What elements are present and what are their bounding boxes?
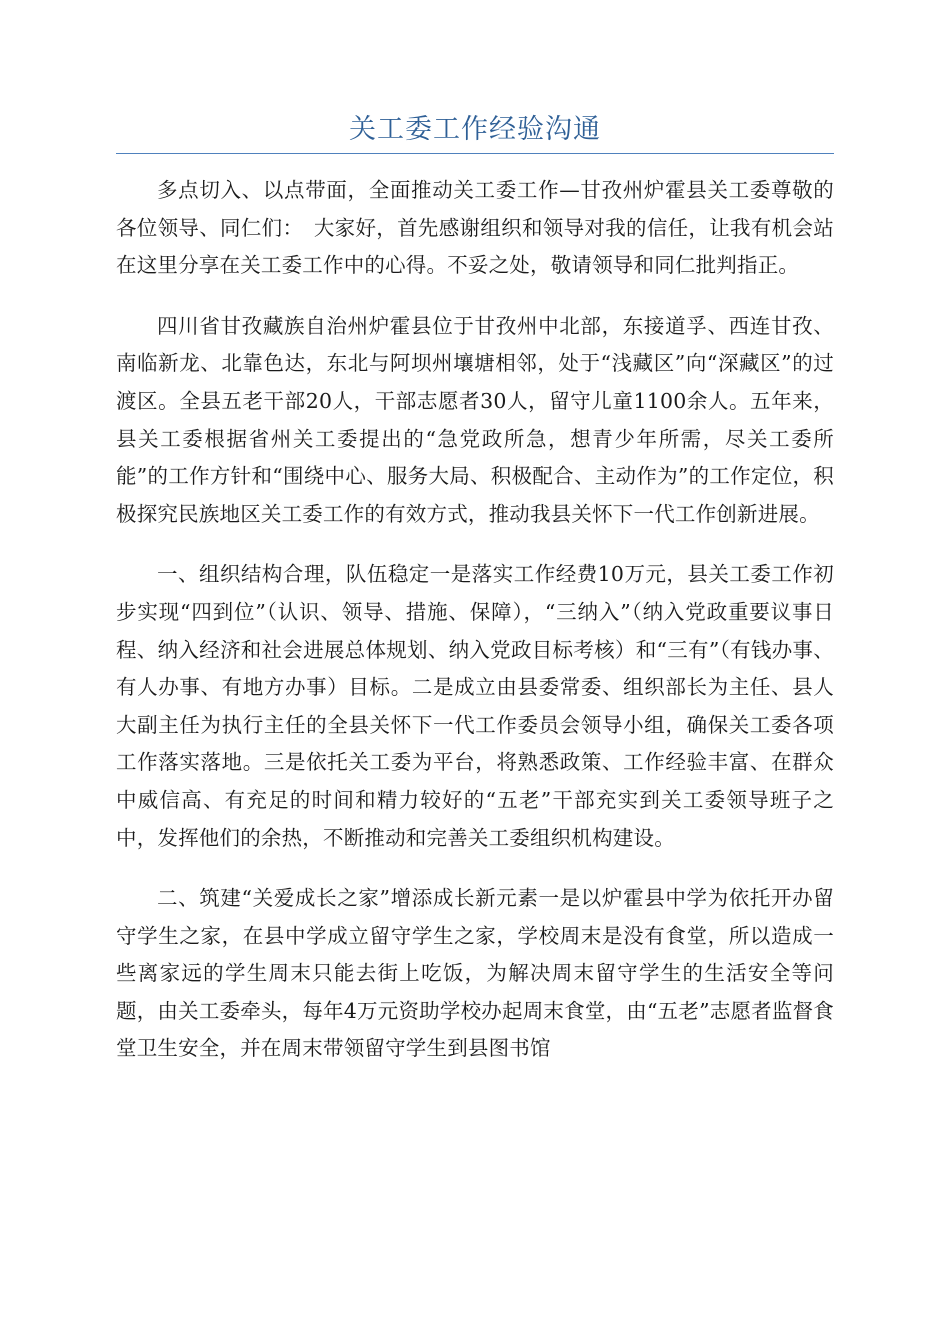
paragraph-county-overview: 四川省甘孜藏族自治州炉霍县位于甘孜州中北部，东接道孚、西连甘孜、南临新龙、北靠色达，东北与阿坝州壤塘相邻，处于“浅藏区”向“深藏区”的过渡区。全县五老干部20人，干部志愿者30人，留守儿童1100余人。五年来，县关工委根据省州关工委提出的“急党政所急，想青少年所需，尽关工委所能”的工作方针和“围绕中心、服务大局、积极配合、主动作为”的工作定位，积极探究民族地区关工委工作的有效方式，推动我县关怀下一代工作创新进展。 xyxy=(116,313,834,526)
title-underline xyxy=(116,153,834,154)
document-body xyxy=(116,172,834,1091)
paragraph-section-two: 二、筑建“关爱成长之家”增添成长新元素一是以炉霍县中学为依托开办留守学生之家，在县中学成立留守学生之家，学校周末是没有食堂，所以造成一些离家远的学生周末只能去街上吃饭，为解决周末留守学生的生活安全等问题，由关工委牵头，每年4万元资助学校办起周末食堂，由“五老”志愿者监督食堂卫生安全，并在周末带领留守学生到县图书馆 xyxy=(116,886,834,1061)
paragraph-intro: 多点切入、以点带面，全面推动关工委工作—甘孜州炉霍县关工委尊敬的各位领导、同仁们： 大家好，首先感谢组织和领导对我的信任，让我有机会站在这里分享在关工委工作中的心得。不妥之处，敬请领导和同仁批判指正。 xyxy=(116,178,834,278)
document-title: 关工委工作经验沟通 xyxy=(349,114,601,145)
paragraph-section-one: 一、组织结构合理，队伍稳定一是落实工作经费10万元，县关工委工作初步实现“四到位”（认识、领导、措施、保障），“三纳入”（纳入党政重要议事日程、纳入经济和社会进展总体规划、纳入党政目标考核）和“三有”（有钱办事、有人办事、有地方办事）目标。二是成立由县委常委、组织部长为主任、县人大副主任为执行主任的全县关怀下一代工作委员会领导小组，确保关工委各项工作落实落地。三是依托关工委为平台，将熟悉政策、工作经验丰富、在群众中威信高、有充足的时间和精力较好的“五老”干部充实到关工委领导班子之中，发挥他们的余热，不断推动和完善关工委组织机构建设。 xyxy=(116,562,834,850)
